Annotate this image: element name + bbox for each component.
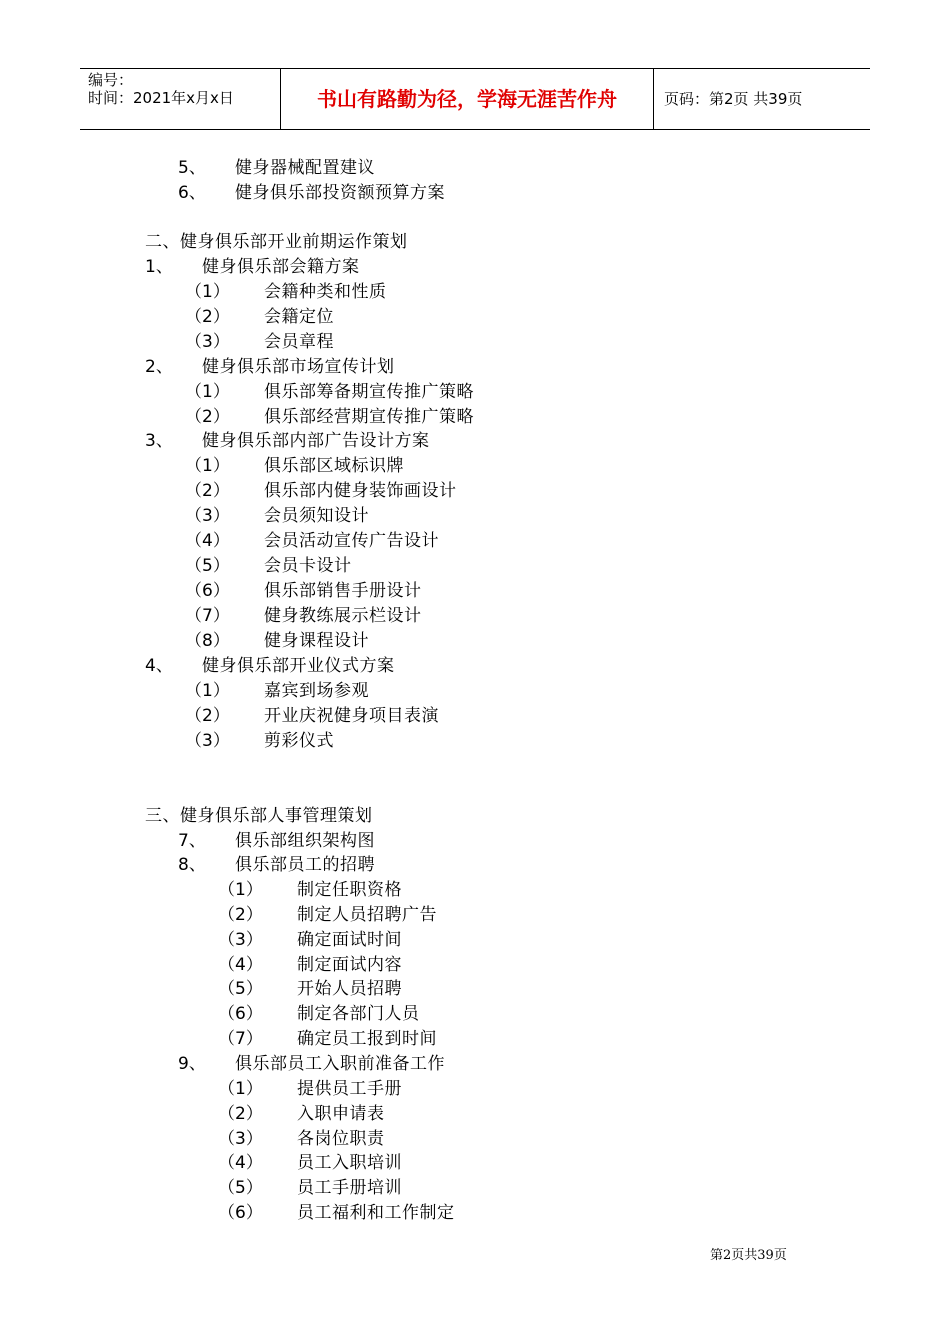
outline-item-text: 提供员工手册 (297, 1079, 402, 1099)
document-time-label: 时间：2021年x月x日 (88, 89, 234, 107)
outline-item-text: 俱乐部筹备期宣传推广策略 (264, 382, 474, 402)
outline-item-text: 会籍定位 (264, 307, 334, 327)
outline-item-text: 健身教练展示栏设计 (264, 606, 422, 626)
outline-item-number: （4） (218, 1153, 263, 1173)
outline-item-text: 俱乐部区域标识牌 (264, 456, 404, 476)
outline-item-text: 俱乐部组织架构图 (235, 831, 375, 851)
outline-item-number: （2） (185, 307, 230, 327)
outline-item-number: （5） (218, 1178, 263, 1198)
outline-item-text: 健身俱乐部投资额预算方案 (235, 183, 445, 203)
outline-item-number: （2） (185, 407, 230, 427)
outline-item-number: （3） (185, 332, 230, 352)
outline-item-number: （8） (185, 631, 230, 651)
outline-item-text: 制定各部门人员 (297, 1004, 420, 1024)
outline-item-text: 嘉宾到场参观 (264, 681, 369, 701)
header-page-info: 页码：第2页 共39页 (664, 90, 803, 108)
outline-item-text: 二、健身俱乐部开业前期运作策划 (145, 232, 408, 252)
outline-item-number: （6） (185, 581, 230, 601)
outline-item-text: 员工福利和工作制定 (297, 1203, 455, 1223)
outline-item-number: 2、 (145, 357, 173, 377)
outline-item-number: （6） (218, 1203, 263, 1223)
outline-item-number: （1） (218, 1079, 263, 1099)
outline-item-text: 俱乐部员工入职前准备工作 (235, 1054, 445, 1074)
outline-item-number: （1） (185, 681, 230, 701)
outline-item-text: 确定员工报到时间 (297, 1029, 437, 1049)
outline-item-text: 俱乐部内健身装饰画设计 (264, 481, 457, 501)
outline-item-text: 开始人员招聘 (297, 979, 402, 999)
outline-item-text: 制定人员招聘广告 (297, 905, 437, 925)
outline-item-text: 俱乐部销售手册设计 (264, 581, 422, 601)
outline-item-text: 健身器械配置建议 (235, 158, 375, 178)
outline-item-number: （7） (218, 1029, 263, 1049)
outline-item-number: （4） (218, 955, 263, 975)
outline-item-text: 俱乐部经营期宣传推广策略 (264, 407, 474, 427)
header-meta-cell (80, 69, 281, 129)
outline-item-text: 入职申请表 (297, 1104, 385, 1124)
outline-item-text: 剪彩仪式 (264, 731, 334, 751)
outline-item-text: 健身课程设计 (264, 631, 369, 651)
header-motto-cell (281, 69, 654, 129)
outline-item-number: （2） (185, 481, 230, 501)
outline-item-number: （3） (185, 731, 230, 751)
header-motto: 书山有路勤为径，学海无涯苦作舟 (317, 87, 617, 111)
outline-item-number: （1） (185, 456, 230, 476)
page-header (80, 68, 870, 130)
outline-item-text: 确定面试时间 (297, 930, 402, 950)
page-footer-number: 第2页共39页 (710, 1248, 787, 1263)
outline-item-number: 1、 (145, 257, 173, 277)
outline-item-text: 会员章程 (264, 332, 334, 352)
outline-item-number: 3、 (145, 431, 173, 451)
outline-item-number: （3） (218, 1129, 263, 1149)
outline-item-text: 制定任职资格 (297, 880, 402, 900)
outline-item-number: （6） (218, 1004, 263, 1024)
outline-item-number: （1） (185, 282, 230, 302)
outline-item-number: 5、 (178, 158, 206, 178)
outline-item-text: 健身俱乐部会籍方案 (202, 257, 360, 277)
document-number-label: 编号： (88, 71, 134, 89)
outline-item-number: （2） (218, 1104, 263, 1124)
header-page-cell (654, 69, 870, 129)
outline-item-number: 8、 (178, 855, 206, 875)
outline-item-number: （2） (185, 706, 230, 726)
outline-item-text: 三、健身俱乐部人事管理策划 (145, 806, 373, 826)
outline-item-number: （7） (185, 606, 230, 626)
outline-item-text: 健身俱乐部开业仪式方案 (202, 656, 395, 676)
outline-item-number: （1） (218, 880, 263, 900)
outline-item-number: （4） (185, 531, 230, 551)
outline-item-text: 员工手册培训 (297, 1178, 402, 1198)
outline-item-text: 健身俱乐部市场宣传计划 (202, 357, 395, 377)
outline-item-number: （2） (218, 905, 263, 925)
outline-item-number: （5） (185, 556, 230, 576)
outline-item-text: 员工入职培训 (297, 1153, 402, 1173)
outline-item-number: 7、 (178, 831, 206, 851)
outline-item-number: （3） (185, 506, 230, 526)
outline-item-text: 会员卡设计 (264, 556, 352, 576)
outline-item-number: （3） (218, 930, 263, 950)
outline-item-text: 会员活动宣传广告设计 (264, 531, 439, 551)
outline-item-number: （5） (218, 979, 263, 999)
outline-item-number: 4、 (145, 656, 173, 676)
outline-item-text: 开业庆祝健身项目表演 (264, 706, 439, 726)
outline-item-text: 会籍种类和性质 (264, 282, 387, 302)
outline-item-number: 6、 (178, 183, 206, 203)
outline-item-number: 9、 (178, 1054, 206, 1074)
outline-item-text: 制定面试内容 (297, 955, 402, 975)
outline-item-text: 会员须知设计 (264, 506, 369, 526)
outline-item-text: 健身俱乐部内部广告设计方案 (202, 431, 430, 451)
outline-item-text: 俱乐部员工的招聘 (235, 855, 375, 875)
outline-item-text: 各岗位职责 (297, 1129, 385, 1149)
outline-item-number: （1） (185, 382, 230, 402)
